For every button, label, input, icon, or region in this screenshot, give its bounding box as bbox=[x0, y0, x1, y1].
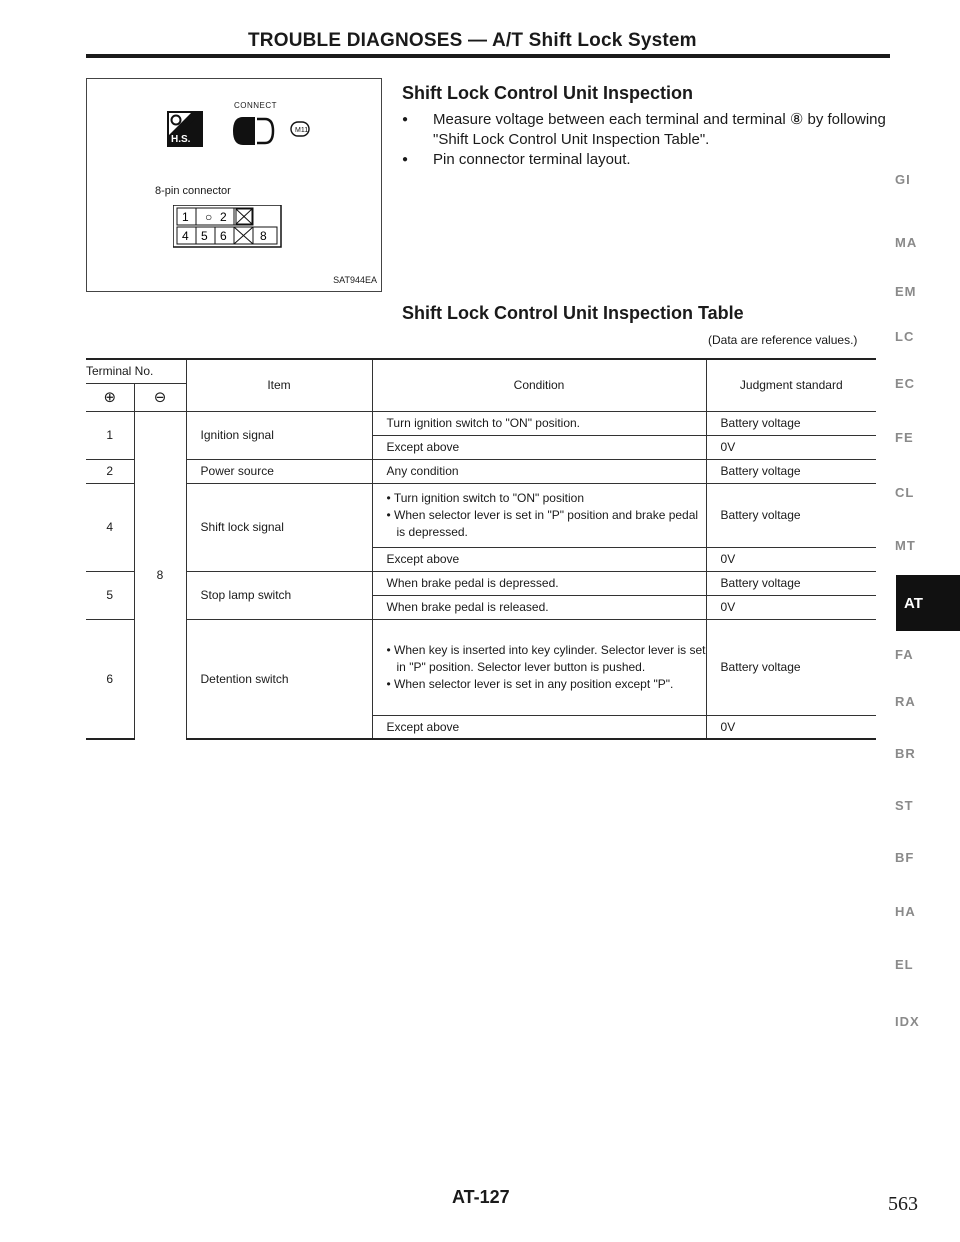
ground-terminal-cell: 8 bbox=[134, 411, 186, 739]
terminal-cell: 4 bbox=[86, 483, 134, 571]
hs-label: H.S. bbox=[171, 134, 191, 145]
condition-line: • When key is inserted into key cylinder. Selector lever is set in "P" position. Selector lever button is pushed. bbox=[386, 642, 706, 674]
sidebar-item-ha[interactable]: HA bbox=[895, 904, 916, 919]
condition-cell bbox=[372, 619, 706, 715]
judgment-cell: Battery voltage bbox=[706, 571, 876, 595]
plus-terminal-header: ⊕ bbox=[86, 383, 134, 411]
pin-6: 6 bbox=[220, 229, 227, 243]
item-cell: Shift lock signal bbox=[186, 483, 372, 571]
sidebar-item-em[interactable]: EM bbox=[895, 284, 917, 299]
judgment-cell: 0V bbox=[706, 435, 876, 459]
figure-code: SAT944EA bbox=[333, 275, 377, 285]
pin-layout-diagram bbox=[173, 205, 283, 249]
terminal-cell: 5 bbox=[86, 571, 134, 619]
sidebar-item-idx[interactable]: IDX bbox=[895, 1014, 920, 1029]
pin-8: 8 bbox=[260, 229, 267, 243]
sidebar-item-ra[interactable]: RA bbox=[895, 694, 916, 709]
judgment-header: Judgment standard bbox=[706, 359, 876, 411]
item-cell: Stop lamp switch bbox=[186, 571, 372, 619]
sidebar-item-bf[interactable]: BF bbox=[895, 850, 915, 865]
hs-service-icon bbox=[167, 111, 203, 147]
judgment-cell: 0V bbox=[706, 715, 876, 739]
item-cell: Detention switch bbox=[186, 619, 372, 739]
page-title: TROUBLE DIAGNOSES — A/T Shift Lock System bbox=[248, 30, 697, 51]
sidebar-item-at[interactable]: AT bbox=[896, 575, 960, 631]
bullet-item: ● Measure voltage between each terminal and terminal ⑧ by following "Shift Lock Control Unit Inspection Table". bbox=[402, 110, 902, 150]
page-number: AT-127 bbox=[452, 1187, 510, 1207]
item-cell: Ignition signal bbox=[186, 411, 372, 459]
pin-4: 4 bbox=[182, 229, 189, 243]
judgment-cell: Battery voltage bbox=[706, 619, 876, 715]
condition-cell: When brake pedal is released. bbox=[372, 595, 706, 619]
connect-label: CONNECT bbox=[234, 101, 278, 110]
judgment-cell: Battery voltage bbox=[706, 483, 876, 547]
condition-cell: Any condition bbox=[372, 459, 706, 483]
terminal-cell: 2 bbox=[86, 459, 134, 483]
inspection-heading: Shift Lock Control Unit Inspection bbox=[402, 83, 693, 103]
sidebar-item-cl[interactable]: CL bbox=[895, 485, 915, 500]
pin-1: 1 bbox=[182, 210, 189, 224]
condition-cell: Except above bbox=[372, 435, 706, 459]
bullet-item: ● Pin connector terminal layout. bbox=[402, 150, 902, 170]
judgment-cell: 0V bbox=[706, 547, 876, 571]
connector-code: M11 bbox=[295, 127, 309, 134]
item-cell: Power source bbox=[186, 459, 372, 483]
condition-cell: Except above bbox=[372, 547, 706, 571]
minus-terminal-header: ⊖ bbox=[134, 383, 186, 411]
sidebar-item-mt[interactable]: MT bbox=[895, 538, 916, 553]
pin-2: 2 bbox=[220, 210, 227, 224]
sidebar-item-fe[interactable]: FE bbox=[895, 430, 914, 445]
condition-line: • When selector lever is set in any position except "P". bbox=[386, 676, 674, 691]
connector-plug-icon bbox=[221, 113, 311, 149]
sidebar-item-fa[interactable]: FA bbox=[895, 647, 914, 662]
sidebar-item-st[interactable]: ST bbox=[895, 798, 914, 813]
table-heading: Shift Lock Control Unit Inspection Table bbox=[402, 303, 744, 323]
judgment-cell: Battery voltage bbox=[706, 411, 876, 435]
condition-line: • Turn ignition switch to "ON" position bbox=[386, 490, 584, 505]
inspection-bullets bbox=[402, 110, 902, 170]
pin-5: 5 bbox=[201, 229, 208, 243]
condition-cell: When brake pedal is depressed. bbox=[372, 571, 706, 595]
global-page-number: 563 bbox=[888, 1193, 918, 1215]
pin-empty: ○ bbox=[205, 210, 213, 224]
inspection-table bbox=[86, 358, 876, 740]
sidebar-item-lc[interactable]: LC bbox=[895, 329, 915, 344]
judgment-cell: Battery voltage bbox=[706, 459, 876, 483]
sidebar-item-ma[interactable]: MA bbox=[895, 235, 918, 250]
terminal-cell: 6 bbox=[86, 619, 134, 739]
title-rule bbox=[86, 54, 890, 58]
sidebar-item-br[interactable]: BR bbox=[895, 746, 916, 761]
condition-cell: Except above bbox=[372, 715, 706, 739]
sidebar-item-el[interactable]: EL bbox=[895, 957, 914, 972]
connector-figure bbox=[86, 78, 382, 292]
terminal-no-header: Terminal No. bbox=[86, 359, 186, 383]
sidebar-item-gi[interactable]: GI bbox=[895, 172, 911, 187]
judgment-cell: 0V bbox=[706, 595, 876, 619]
condition-header: Condition bbox=[372, 359, 706, 411]
sidebar-item-ec[interactable]: EC bbox=[895, 376, 916, 391]
condition-cell bbox=[372, 483, 706, 547]
terminal-cell: 1 bbox=[86, 411, 134, 459]
item-header: Item bbox=[186, 359, 372, 411]
table-note: (Data are reference values.) bbox=[708, 333, 858, 347]
connector-caption: 8-pin connector bbox=[155, 185, 231, 197]
condition-cell: Turn ignition switch to "ON" position. bbox=[372, 411, 706, 435]
condition-line: • When selector lever is set in "P" position and brake pedal is depressed. bbox=[386, 507, 699, 539]
